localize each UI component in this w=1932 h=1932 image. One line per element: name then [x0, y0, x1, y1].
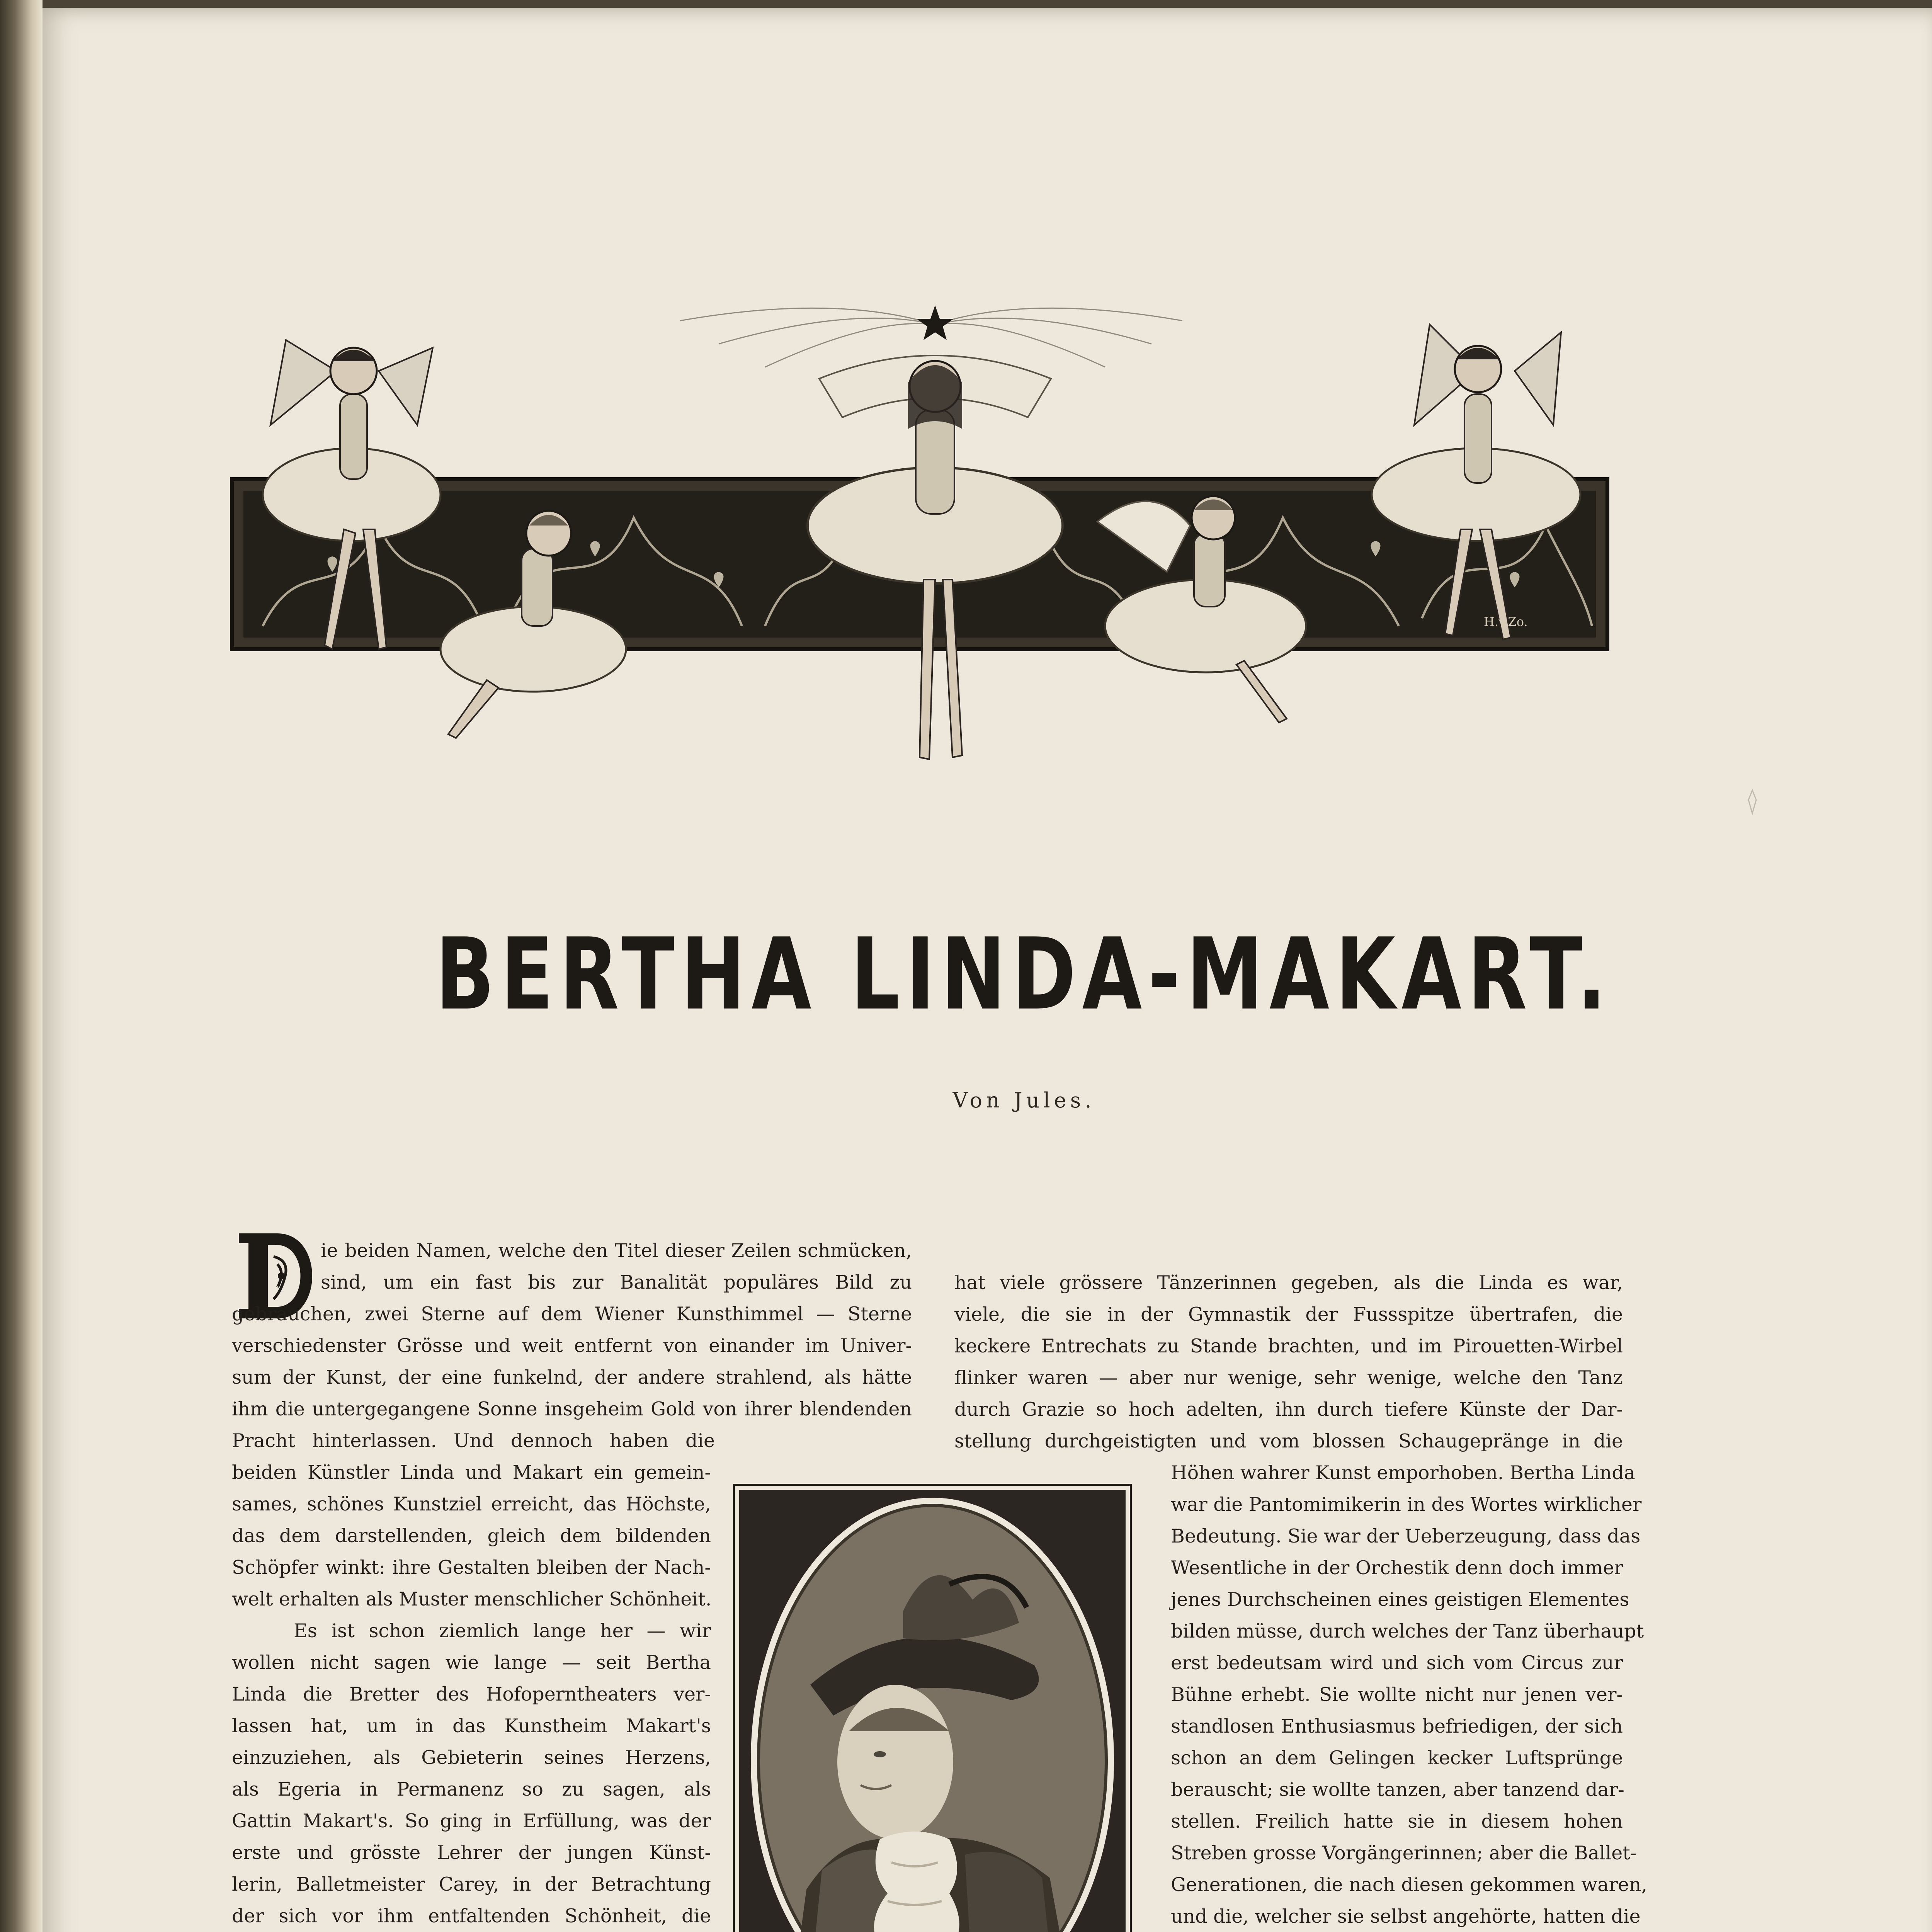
text-line: gebrauchen, zwei Sterne auf dem Wiener Kunsthimmel — Sterne	[232, 1303, 912, 1325]
text-line: schon an dem Gelingen kecker Luftsprünge	[1171, 1747, 1623, 1769]
text-line: verschiedenster Grösse und weit entfernt von einander im Univer-	[232, 1335, 912, 1357]
star-icon	[917, 305, 954, 340]
text-line: sames, schönes Kunstziel erreicht, das Höchste,	[232, 1493, 711, 1515]
text-line: Gattin Makart's. So ging in Erfüllung, was der	[232, 1810, 711, 1832]
illustrator-signature: H.v.Zo.	[1484, 614, 1528, 629]
text-line: stellen. Freilich hatte sie in diesem hohen	[1171, 1810, 1623, 1832]
text-line: flinker waren — aber nur wenige, sehr wenige, welche den Tanz	[954, 1367, 1623, 1389]
text-line: jenes Durchscheinen eines geistigen Elementes	[1171, 1588, 1629, 1611]
text-line: Schöpfer winkt: ihre Gestalten bleiben der Nach-	[232, 1556, 711, 1578]
text-line: erst bedeutsam wird und sich vom Circus zur	[1171, 1652, 1623, 1674]
text-line: Höhen wahrer Kunst emporhoben. Bertha Linda	[1171, 1462, 1635, 1484]
text-line: sind, um ein fast bis zur Banalität populäres Bild zu	[321, 1271, 912, 1293]
text-line: der sich vor ihm entfaltenden Schönheit, die	[232, 1905, 711, 1927]
text-line: Pracht hinterlassen. Und dennoch haben die	[232, 1430, 715, 1452]
text-line: sum der Kunst, der eine funkelnd, der andere strahlend, als hätte	[232, 1366, 912, 1388]
svg-text:D: D	[272, 1284, 279, 1293]
text-line: hat viele grössere Tänzerinnen gegeben, als die Linda es war,	[954, 1272, 1623, 1294]
text-line: stellung durchgeistigten und vom blossen Schaugepränge in die	[954, 1430, 1623, 1452]
ballet-header-illustration	[216, 278, 1638, 819]
text-line: standlosen Enthusiasmus befriedigen, der sich	[1171, 1715, 1623, 1737]
text-line: als Egeria in Permanenz so zu sagen, als	[232, 1778, 711, 1800]
library-mark	[1743, 788, 1762, 815]
text-line: keckere Entrechats zu Stande brachten, und im Pirouetten-Wirbel	[954, 1335, 1623, 1357]
text-line: und die, welcher sie selbst angehörte, hatten die	[1171, 1905, 1641, 1927]
text-line: einzuziehen, als Gebieterin seines Herzens,	[232, 1747, 711, 1769]
book-gutter	[0, 0, 43, 1932]
text-line: welt erhalten als Muster menschlicher Schönheit.	[232, 1588, 712, 1610]
article-title: BERTHA LINDA-MAKART.	[435, 917, 1612, 1032]
text-line: beiden Künstler Linda und Makart ein gemein-	[232, 1461, 711, 1483]
text-line: Bedeutung. Sie war der Ueberzeugung, dass das	[1171, 1525, 1641, 1547]
text-line: Es ist schon ziemlich lange her — wir	[294, 1620, 711, 1642]
text-line: lerin, Balletmeister Carey, in der Betrachtung	[232, 1873, 711, 1895]
text-line: durch Grazie so hoch adelten, ihn durch tiefere Künste der Dar-	[954, 1398, 1623, 1420]
text-line: bilden müsse, durch welches der Tanz überhaupt	[1171, 1620, 1644, 1642]
text-line: ihm die untergegangene Sonne insgeheim Gold von ihrer blendenden	[232, 1398, 912, 1420]
text-line: Bühne erhebt. Sie wollte nicht nur jenen ver-	[1171, 1684, 1623, 1706]
text-line: berauscht; sie wollte tanzen, aber tanzend dar-	[1171, 1779, 1624, 1801]
text-line: wollen nicht sagen wie lange — seit Bertha	[232, 1651, 711, 1673]
dancer-figure	[808, 355, 1063, 759]
text-line: lassen hat, um in das Kunstheim Makart's	[232, 1715, 711, 1737]
text-line: Linda die Bretter des Hofoperntheaters ver-	[232, 1683, 711, 1705]
text-line: war die Pantomimikerin in des Wortes wirklicher	[1171, 1493, 1642, 1515]
text-line: Wesentliche in der Orchestik denn doch immer	[1171, 1557, 1623, 1579]
byline: Von Jules.	[952, 1088, 1095, 1112]
portrait-photograph	[733, 1484, 1132, 1932]
text-line: das dem darstellenden, gleich dem bildenden	[232, 1525, 711, 1547]
text-line: Streben grosse Vorgängerinnen; aber die Ballet-	[1171, 1842, 1637, 1864]
text-line: viele, die sie in der Gymnastik der Fussspitze übertrafen, die	[954, 1303, 1623, 1325]
text-line: ie beiden Namen, welche den Titel dieser Zeilen schmücken,	[321, 1240, 912, 1262]
text-line: erste und grösste Lehrer der jungen Künst-	[232, 1842, 711, 1864]
text-line: Generationen, die nach diesen gekommen waren,	[1171, 1874, 1648, 1896]
